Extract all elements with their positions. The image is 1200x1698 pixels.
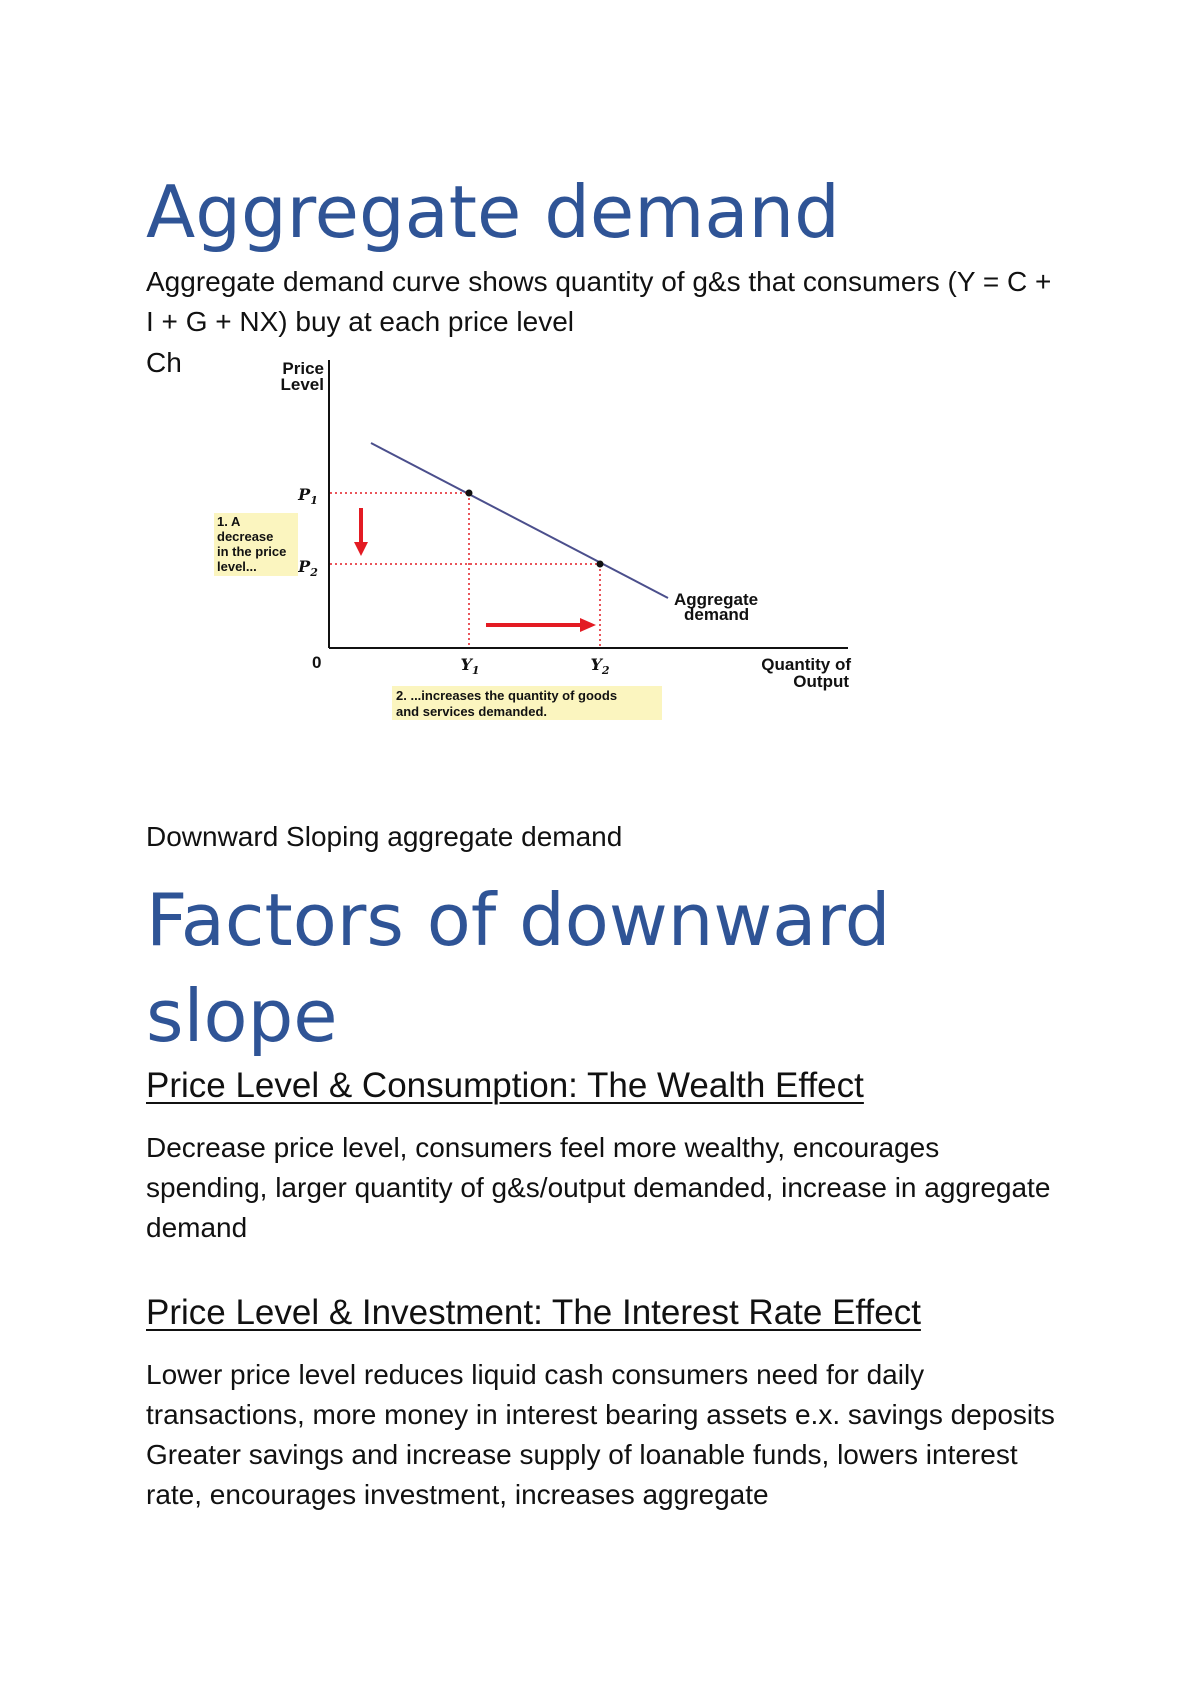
tick-y2-sub: 2 <box>601 664 610 677</box>
tick-y2: $Y_2$ <box>590 655 610 677</box>
intro-paragraph: Aggregate demand curve shows quantity of g&s that consumers (Y = C + I + G + NX) buy at each price level <box>146 266 1052 337</box>
origin-label: 0 <box>312 653 322 672</box>
tick-p2-sub: 2 <box>310 566 318 579</box>
interest-rate-effect-block <box>146 1355 1066 1515</box>
price-note-line-3: in the price <box>217 544 287 559</box>
price-note-line-2: decrease <box>217 529 274 544</box>
tick-y1-sub: 1 <box>471 664 480 677</box>
y-axis-title-line2: Level <box>280 375 324 394</box>
quantity-note-line-2: and services demanded. <box>396 704 548 719</box>
price-note-line-4: level... <box>217 559 257 574</box>
price-note-line-1: 1. A <box>217 514 241 529</box>
tick-p1: $P_1$ <box>298 485 318 507</box>
figure-caption: Downward Sloping aggregate demand <box>146 821 623 852</box>
price-decrease-arrowhead <box>354 542 368 556</box>
quantity-increase-arrowhead <box>580 618 596 632</box>
aggregate-demand-curve <box>371 443 668 598</box>
quantity-note-line-1: 2. ...increases the quantity of goods <box>396 688 618 703</box>
point-p2-y2 <box>597 561 604 568</box>
heading-aggregate-demand: Aggregate demand <box>146 170 840 254</box>
point-p1-y1 <box>466 490 473 497</box>
y-axis-title-line1: Price <box>282 359 324 378</box>
interest-rate-paragraph-1: Lower price level reduces liquid cash consumers need for daily transactions, more money in interest bearing assets e.x. savings deposits <box>146 1359 1055 1430</box>
x-axis-title-line1: Quantity of <box>761 655 851 674</box>
interest-rate-paragraph-2: Greater savings and increase supply of loanable funds, lowers interest rate, encourages investment, increases aggregate <box>146 1439 1018 1510</box>
tick-y1: $Y_1$ <box>460 655 480 677</box>
truncated-text: Ch <box>146 347 182 378</box>
subheading-interest-rate-effect: Price Level & Investment: The Interest Rate Effect <box>146 1293 921 1332</box>
tick-p2: $P_2$ <box>298 557 318 579</box>
aggregate-demand-chart <box>200 350 880 720</box>
curve-label-line2: demand <box>684 605 750 624</box>
heading-factors-of-downward-slope: Factors of downward slope <box>146 878 891 1058</box>
curve-label-line1: Aggregate <box>674 590 759 609</box>
wealth-effect-paragraph: Decrease price level, consumers feel more wealthy, encourages spending, larger quantity of g&s/output demanded, increase in aggregate demand <box>146 1132 1051 1243</box>
subheading-wealth-effect: Price Level & Consumption: The Wealth Effect <box>146 1066 864 1105</box>
tick-p1-sub: 1 <box>310 494 318 507</box>
x-axis-title-line2: Output <box>793 672 849 691</box>
